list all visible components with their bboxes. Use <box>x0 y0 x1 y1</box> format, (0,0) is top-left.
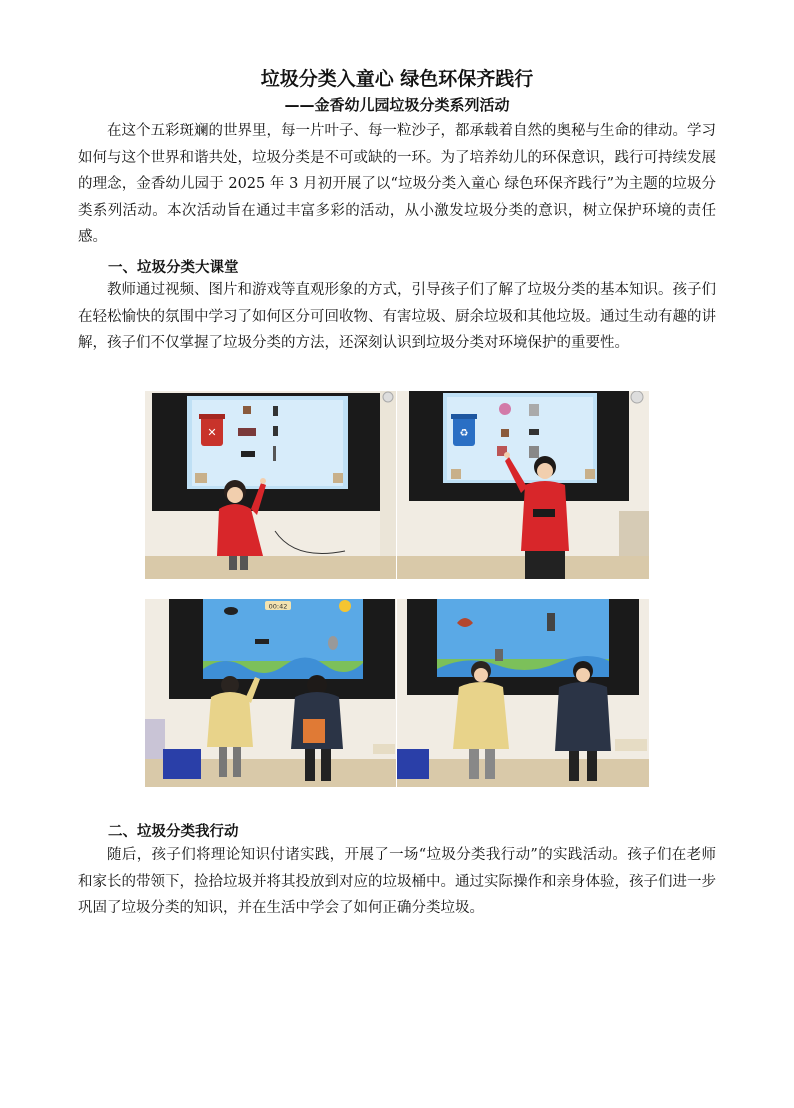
section-heading-1: 一、垃圾分类大课堂 <box>108 260 239 276</box>
section-heading-2: 二、垃圾分类我行动 <box>108 824 239 840</box>
page-subtitle: ——金香幼儿园垃圾分类系列活动 <box>284 96 510 114</box>
photo-two-children-game-2 <box>397 599 649 787</box>
page-title: 垃圾分类入童心 绿色环保齐践行 <box>260 68 534 90</box>
intro-paragraph: 在这个五彩斑斓的世界里，每一片叶子、每一粒沙子，都承载着自然的奥秘与生命的律动。学习如何与这个世界和谐共处，垃圾分类是不可或缺的一环。为了培养幼儿的环保意识，践行可持续发展的理念，金香幼儿园于 2025 年 3 月初开展了以“垃圾分类入童心 绿色环保齐践行”为主题的垃圾分类系列活动。本次活动旨在通过丰富多彩的活动，从小激发垃圾分类的意识，树立保护环境的责任感。 <box>78 123 716 245</box>
svg-text:✕: ✕ <box>207 426 217 439</box>
photo-boy-blue-bin-game <box>397 391 649 579</box>
game-timer: 00:42 <box>268 602 288 611</box>
navy-coat <box>555 682 611 751</box>
photo-two-children-game-1 <box>145 599 396 787</box>
yellow-coat <box>453 682 509 749</box>
photo-girl-red-bin-game <box>145 391 396 579</box>
yellow-coat <box>207 692 253 747</box>
section-body-2: 随后，孩子们将理论知识付诸实践，开展了一场“垃圾分类我行动”的实践活动。孩子们在老师和家长的带领下，捡拾垃圾并将其投放到对应的垃圾桶中。通过实际操作和亲身体验，孩子们进一步巩固了垃圾分类的知识，并在生活中学会了如何正确分类垃圾。 <box>78 847 716 916</box>
section-body-1: 教师通过视频、图片和游戏等直观形象的方式，引导孩子们了解了垃圾分类的基本知识。孩子们在轻松愉快的氛围中学习了如何区分可回收物、有害垃圾、厨余垃圾和其他垃圾。通过生动有趣的讲解，孩子们不仅掌握了垃圾分类的方法，还深刻认识到垃圾分类对环境保护的重要性。 <box>78 282 716 351</box>
svg-text:♻: ♻ <box>459 428 469 439</box>
